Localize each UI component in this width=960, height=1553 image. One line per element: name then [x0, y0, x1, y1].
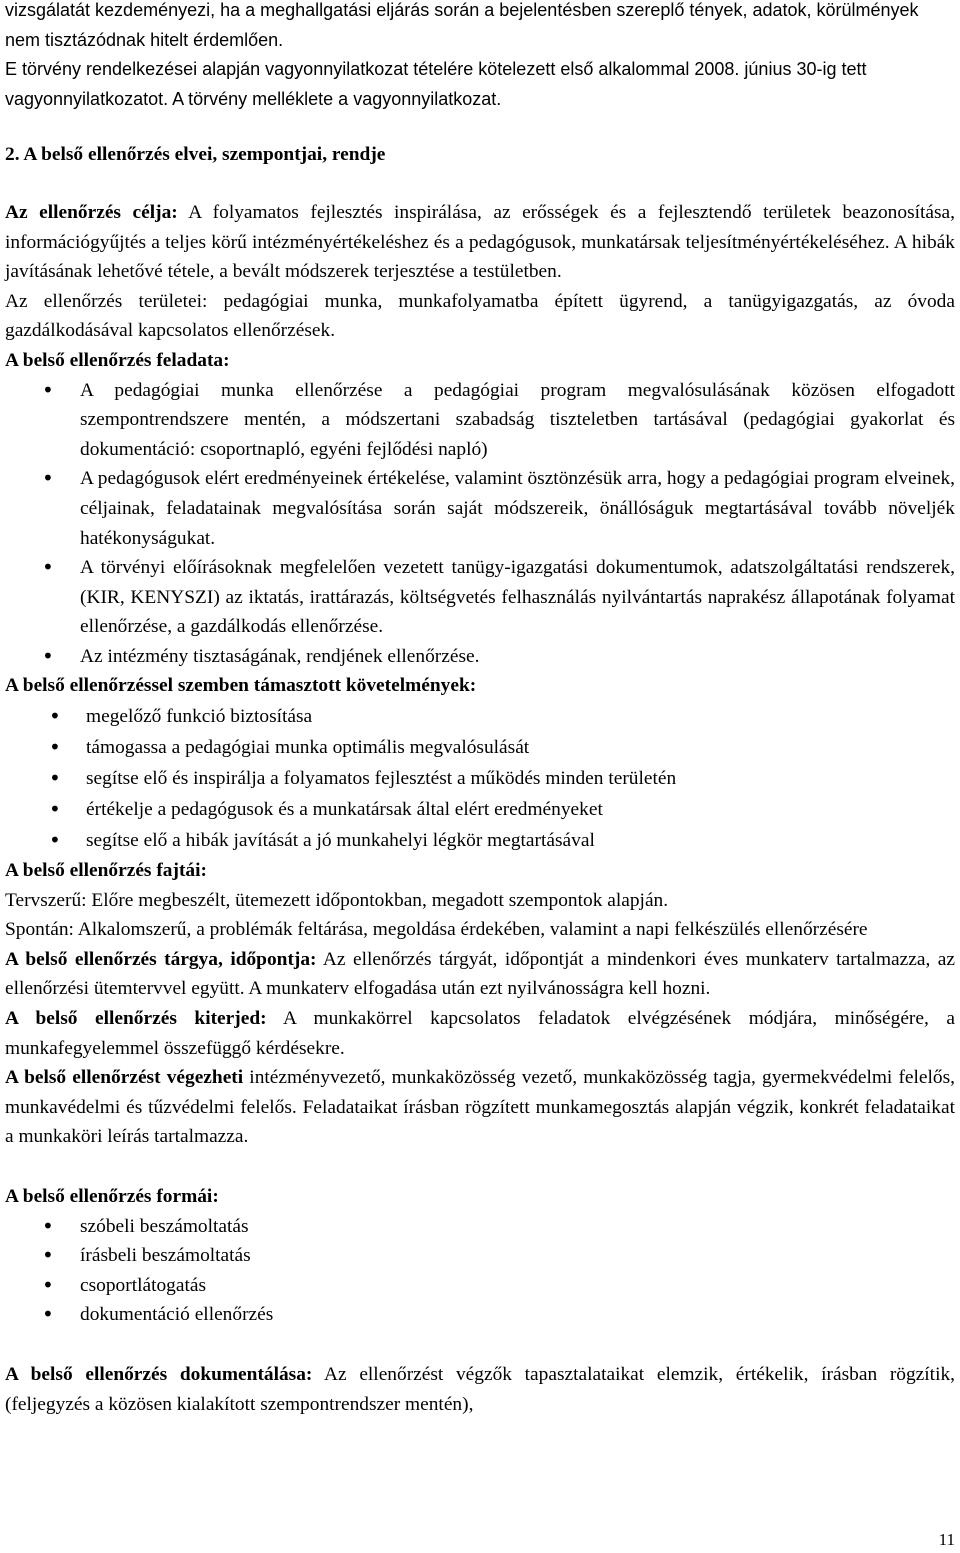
list-item: • megelőző funkció biztosítása [5, 701, 955, 732]
list-item: • dokumentáció ellenőrzés [5, 1300, 955, 1330]
list-item: • csoportlátogatás [5, 1271, 955, 1301]
list-item: • szóbeli beszámoltatás [5, 1212, 955, 1242]
list-item: • Az intézmény tisztaságának, rendjének ellenőrzése. [5, 642, 955, 672]
cel-text-2: A hibák javításának lehetővé tétele, a bevált módszerek terjesztése a testületben. [5, 231, 955, 283]
formai-label: A belső ellenőrzés formái: [5, 1186, 219, 1207]
list-item: • segítse elő és inspirálja a folyamatos fejlesztést a működés minden területén [5, 763, 955, 794]
feladata-label: A belső ellenőrzés feladata: [5, 349, 230, 371]
document-page [5, 0, 955, 1419]
cel-label: Az ellenőrzés célja: [5, 201, 178, 223]
list-item: • A törvényi előírásoknak megfelelően vezetett tanügy-igazgatási dokumentumok, adatszolgáltatási rendszerek, (KIR, KENYSZI) az iktatás, irattárazás, költségvetés felhasználás nyilvántartás naprakész állapotának folyamat ellenőrzése, a gazdálkodás ellenőrzése. [5, 553, 955, 642]
tervszeru-paragraph: Tervszerű: Előre megbeszélt, ütemezett időpontokban, megadott szempontok alapján. [5, 889, 669, 911]
list-item: • írásbeli beszámoltatás [5, 1241, 955, 1271]
dokumentalasa-label: A belső ellenőrzés dokumentálása: [5, 1363, 313, 1385]
vegezheti-label: A belső ellenőrzést végezheti [5, 1067, 244, 1089]
spontan-paragraph: Spontán: Alkalomszerű, a problémák feltárása, megoldása érdekében, valamint a napi felkészülés ellenőrzésére [5, 919, 868, 941]
cel-paragraph [5, 198, 955, 287]
formai-list [5, 1212, 955, 1330]
list-item: • A pedagógiai munka ellenőrzése a pedagógiai program megvalósulásának közösen elfogadott szempontrendszere mentén, a módszertani szabadság tiszteletben tartásával (pedagógiai gyakorlat és dokumentáció: csoportnapló, egyéni fejlődési napló) [5, 376, 955, 465]
fajtai-label: A belső ellenőrzés fajtái: [5, 860, 207, 882]
section-title: 2. A belső ellenőrzés elvei, szempontjai, rendje [5, 144, 386, 166]
list-item: • értékelje a pedagógusok és a munkatársak által elért eredményeket [5, 794, 955, 825]
list-item: • támogassa a pedagógiai munka optimális megvalósulását [5, 732, 955, 763]
feladata-list [5, 376, 955, 672]
targya-paragraph [5, 945, 955, 1004]
kiterjed-paragraph [5, 1004, 955, 1063]
page-number: 11 [938, 1530, 955, 1549]
teruletek-paragraph: Az ellenőrzés területei: pedagógiai munka, munkafolyamatba épített ügyrend, a tanügyigazgatás, az óvoda gazdálkodásával kapcsolatos ellenőrzések. [5, 290, 955, 342]
cel-text: A folyamatos fejlesztés inspirálása, az erősségek és a fejlesztendő területek beazonosítása, információgyűjtés a teljes körű intézményértékeléshez és a pedagógusok, munkatársak teljesítményértékeléséhez. [5, 201, 955, 253]
list-item: • segítse elő a hibák javítását a jó munkahelyi légkör megtartásával [5, 825, 955, 856]
kiterjed-label: A belső ellenőrzés kiterjed: [5, 1008, 267, 1030]
intro-paragraph-2: E törvény rendelkezései alapján vagyonnyilatkozat tételére kötelezett első alkalommal 2008. június 30-ig tett vagyonnyilatkozatot. A törvény melléklete a vagyonnyilatkozat. [5, 59, 867, 109]
list-item: • A pedagógusok elért eredményeinek értékelése, valamint ösztönzésük arra, hogy a pedagógiai program elveinek, céljainak, feladatainak megvalósítása során saját módszereik, önállóságuk megtartásával tovább növeljék hatékonyságukat. [5, 464, 955, 553]
kovetelmenyek-label: A belső ellenőrzéssel szemben támasztott követelmények: [5, 675, 477, 697]
kovetelmenyek-list [5, 701, 955, 856]
targya-text: Az ellenőrzés tárgyát, időpontját a mindenkori éves munkaterv tartalmazza, az ellenőrzési ütemtervvel együtt. A munkaterv elfogadása után ezt nyilvánosságra kell hozni. [5, 948, 955, 1000]
targya-label: A belső ellenőrzés tárgya, időpontja: [5, 948, 317, 970]
kiterjed-text: A munkakörrel kapcsolatos feladatok elvégzésének módjára, minőségére, a munkafegyelemmel összefüggő kérdésekre. [5, 1008, 955, 1059]
vegezheti-paragraph [5, 1063, 955, 1152]
dokumentalasa-text: Az ellenőrzést végzők tapasztalataikat elemzik, értékelik, írásban rögzítik, (feljegyzés a közösen kialakított szempontrendszer mentén), [5, 1363, 955, 1415]
intro-paragraph-1: vizsgálatát kezdeményezi, ha a meghallgatási eljárás során a bejelentésben szereplő tények, adatok, körülmények nem tisztázódnak hitelt érdemlően. [5, 0, 919, 50]
vegezheti-text: intézményvezető, munkaközösség vezető, munkaközösség tagja, gyermekvédelmi felelős, munkavédelmi és tűzvédelmi felelős. Feladataikat írásban rögzített munkamegosztás alapján végzik, konkrét feladataikat a munkaköri leírás tartalmazza. [5, 1067, 955, 1148]
dokumentalasa-paragraph [5, 1360, 955, 1419]
